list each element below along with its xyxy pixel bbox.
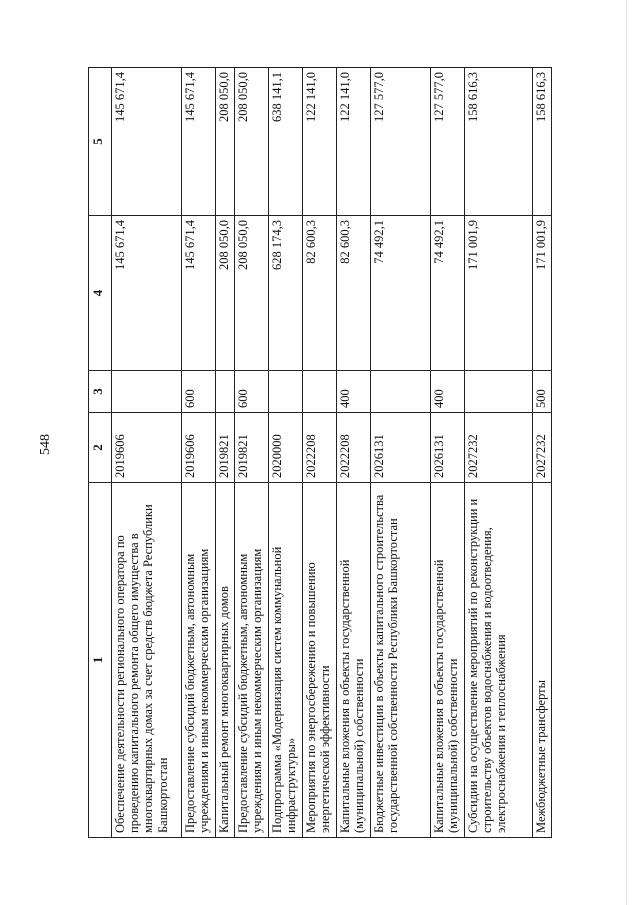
- row-sum-col4: 628 174,3: [269, 216, 303, 371]
- row-expense-type: [371, 371, 431, 413]
- row-expense-type: [216, 371, 235, 413]
- row-sum-col5: 122 141,0: [337, 68, 371, 216]
- row-expense-type: [303, 371, 337, 413]
- row-code: 2020000: [269, 413, 303, 483]
- page-number: 548: [38, 434, 53, 455]
- row-sum-col5: 158 616,3: [533, 68, 552, 216]
- row-sum-col5: 127 577,0: [431, 68, 465, 216]
- row-sum-col5: 122 141,0: [303, 68, 337, 216]
- row-name: Капитальный ремонт многоквартирных домов: [216, 483, 235, 838]
- row-sum-col4: 82 600,3: [337, 216, 371, 371]
- column-header: 4: [89, 216, 112, 371]
- table-row: [431, 68, 465, 838]
- row-name: Обеспечение деятельности регионального оператора по проведению капитального ремонта общего имущества в многоквартирных домах за счет средств бюджета Республики Башкортостан: [112, 483, 182, 838]
- row-sum-col4: 82 600,3: [303, 216, 337, 371]
- row-sum-col5: 145 671,4: [112, 68, 182, 216]
- row-name: Подпрограмма «Модернизация систем коммунальной инфраструктуры»: [269, 483, 303, 838]
- row-name: Мероприятия по энергосбережению и повышению энергетической эффективности: [303, 483, 337, 838]
- row-expense-type: 400: [337, 371, 371, 413]
- row-name: Бюджетные инвестиции в объекты капитального строительства государственной собственности Республики Башкортостан: [371, 483, 431, 838]
- row-code: 2022208: [303, 413, 337, 483]
- table-row: [182, 68, 216, 838]
- table-row: [533, 68, 552, 838]
- rotated-table-wrapper: [88, 68, 548, 838]
- row-name: Капитальные вложения в объекты государственной (муниципальной) собственности: [337, 483, 371, 838]
- column-header: 3: [89, 371, 112, 413]
- row-sum-col5: 208 050,0: [235, 68, 269, 216]
- row-code: 2026131: [431, 413, 465, 483]
- row-sum-col5: 145 671,4: [182, 68, 216, 216]
- row-expense-type: 400: [431, 371, 465, 413]
- row-expense-type: 600: [182, 371, 216, 413]
- table-row: [112, 68, 182, 838]
- row-sum-col5: 158 616,3: [465, 68, 533, 216]
- column-header: 5: [89, 68, 112, 216]
- table-row: [371, 68, 431, 838]
- column-header: 2: [89, 413, 112, 483]
- row-name: Капитальные вложения в объекты государственной (муниципальной) собственности: [431, 483, 465, 838]
- row-expense-type: 500: [533, 371, 552, 413]
- table-row: [235, 68, 269, 838]
- row-code: 2019821: [216, 413, 235, 483]
- row-expense-type: 600: [235, 371, 269, 413]
- scan-edge: [626, 0, 627, 905]
- column-header: 1: [89, 483, 112, 838]
- row-name: Предоставление субсидий бюджетным, автономным учреждениям и иным некоммерческим организациям: [235, 483, 269, 838]
- row-sum-col5: 638 141,1: [269, 68, 303, 216]
- table-row: [337, 68, 371, 838]
- row-sum-col4: 145 671,4: [182, 216, 216, 371]
- row-sum-col4: 208 050,0: [235, 216, 269, 371]
- row-expense-type: [112, 371, 182, 413]
- row-expense-type: [465, 371, 533, 413]
- row-sum-col4: 171 001,9: [533, 216, 552, 371]
- table-row: [465, 68, 533, 838]
- row-expense-type: [269, 371, 303, 413]
- row-name: Предоставление субсидий бюджетным, автономным учреждениям и иным некоммерческим организациям: [182, 483, 216, 838]
- row-name: Субсидии на осуществление мероприятий по реконструкции и строительству объектов водоснабжения и водоотведения, электроснабжения и теплоснабжения: [465, 483, 533, 838]
- row-code: 2026131: [371, 413, 431, 483]
- row-code: 2019821: [235, 413, 269, 483]
- row-sum-col4: 145 671,4: [112, 216, 182, 371]
- budget-table: [88, 67, 552, 838]
- row-code: 2022208: [337, 413, 371, 483]
- table-header-row: [89, 68, 112, 838]
- row-sum-col5: 127 577,0: [371, 68, 431, 216]
- table-row: [303, 68, 337, 838]
- row-sum-col4: 208 050,0: [216, 216, 235, 371]
- row-name: Межбюджетные трансферты: [533, 483, 552, 838]
- row-code: 2027232: [465, 413, 533, 483]
- row-code: 2019606: [182, 413, 216, 483]
- row-sum-col4: 74 492,1: [431, 216, 465, 371]
- row-sum-col4: 171 001,9: [465, 216, 533, 371]
- table-row: [216, 68, 235, 838]
- table-row: [269, 68, 303, 838]
- row-code: 2019606: [112, 413, 182, 483]
- row-sum-col4: 74 492,1: [371, 216, 431, 371]
- row-code: 2027232: [533, 413, 552, 483]
- row-sum-col5: 208 050,0: [216, 68, 235, 216]
